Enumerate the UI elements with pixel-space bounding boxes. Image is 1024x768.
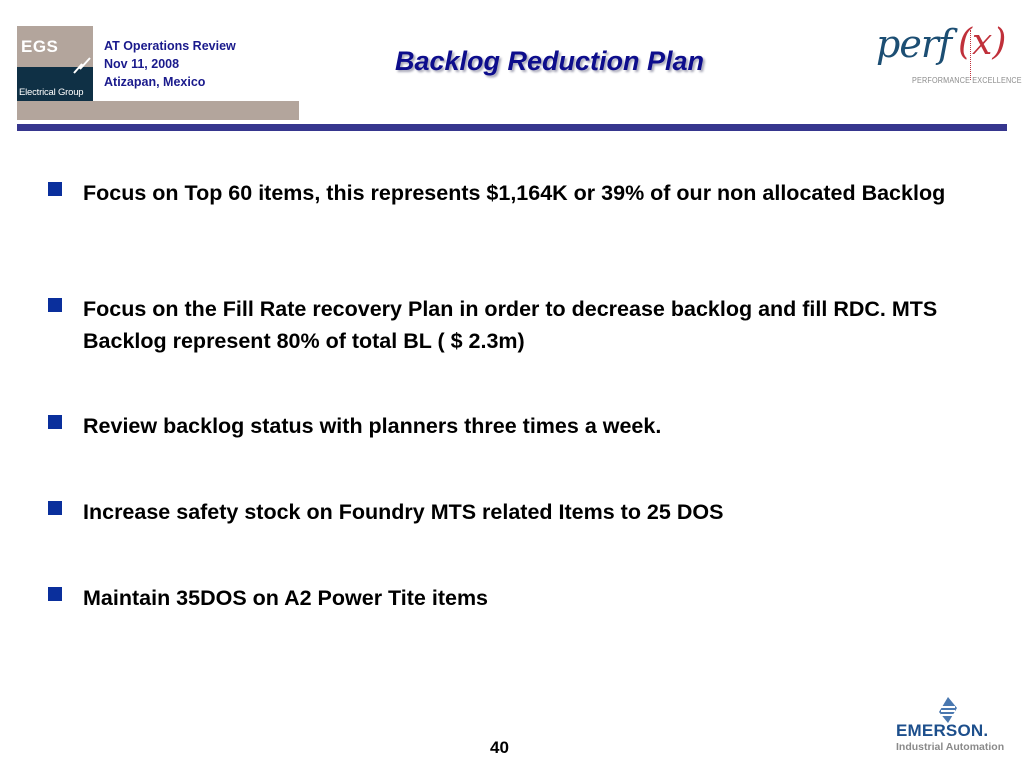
presentation-date: Nov 11, 2008 xyxy=(104,57,180,71)
bullet-text: Focus on the Fill Rate recovery Plan in order to decrease backlog and fill RDC. MTS Backlog represent 80% of total BL ( $ 2.3m) xyxy=(83,297,938,353)
presentation-info xyxy=(104,37,236,91)
perfx-logo xyxy=(872,20,1022,90)
perfx-logo-subtitle: PERFORMANCE EXCELLENCE xyxy=(912,75,1022,85)
egs-logo-subtext: Electrical Group xyxy=(19,87,84,98)
square-bullet-icon xyxy=(48,501,62,515)
egs-logo xyxy=(17,26,93,101)
emerson-logo-word: EMERSON. xyxy=(896,721,989,740)
bullet-text: Review backlog status with planners three times a week. xyxy=(83,414,662,438)
bullet-text: Increase safety stock on Foundry MTS related Items to 25 DOS xyxy=(83,500,724,524)
emerson-mark-icon xyxy=(937,697,959,723)
egs-logo-text: EGS xyxy=(21,37,59,56)
emerson-logo xyxy=(890,697,1010,757)
square-bullet-icon xyxy=(48,587,62,601)
square-bullet-icon xyxy=(48,298,62,312)
page-number: 40 xyxy=(490,738,509,757)
bullet-text: Focus on Top 60 items, this represents $1,164K or 39% of our non allocated Backlog xyxy=(83,181,946,205)
presentation-location: Atizapan, Mexico xyxy=(104,75,206,89)
header-divider xyxy=(17,124,1007,131)
square-bullet-icon xyxy=(48,182,62,196)
square-bullet-icon xyxy=(48,415,62,429)
emerson-logo-subtitle: Industrial Automation xyxy=(896,741,1005,753)
presentation-name: AT Operations Review xyxy=(104,39,236,53)
perfx-logo-symbol: (x) xyxy=(958,22,1007,63)
perfx-logo-word: perf xyxy=(876,22,952,66)
lightning-bolt-icon xyxy=(72,56,92,74)
slide-title: Backlog Reduction Plan xyxy=(395,46,705,76)
header-tan-bar xyxy=(17,101,299,120)
bullet-text: Maintain 35DOS on A2 Power Tite items xyxy=(83,586,489,610)
